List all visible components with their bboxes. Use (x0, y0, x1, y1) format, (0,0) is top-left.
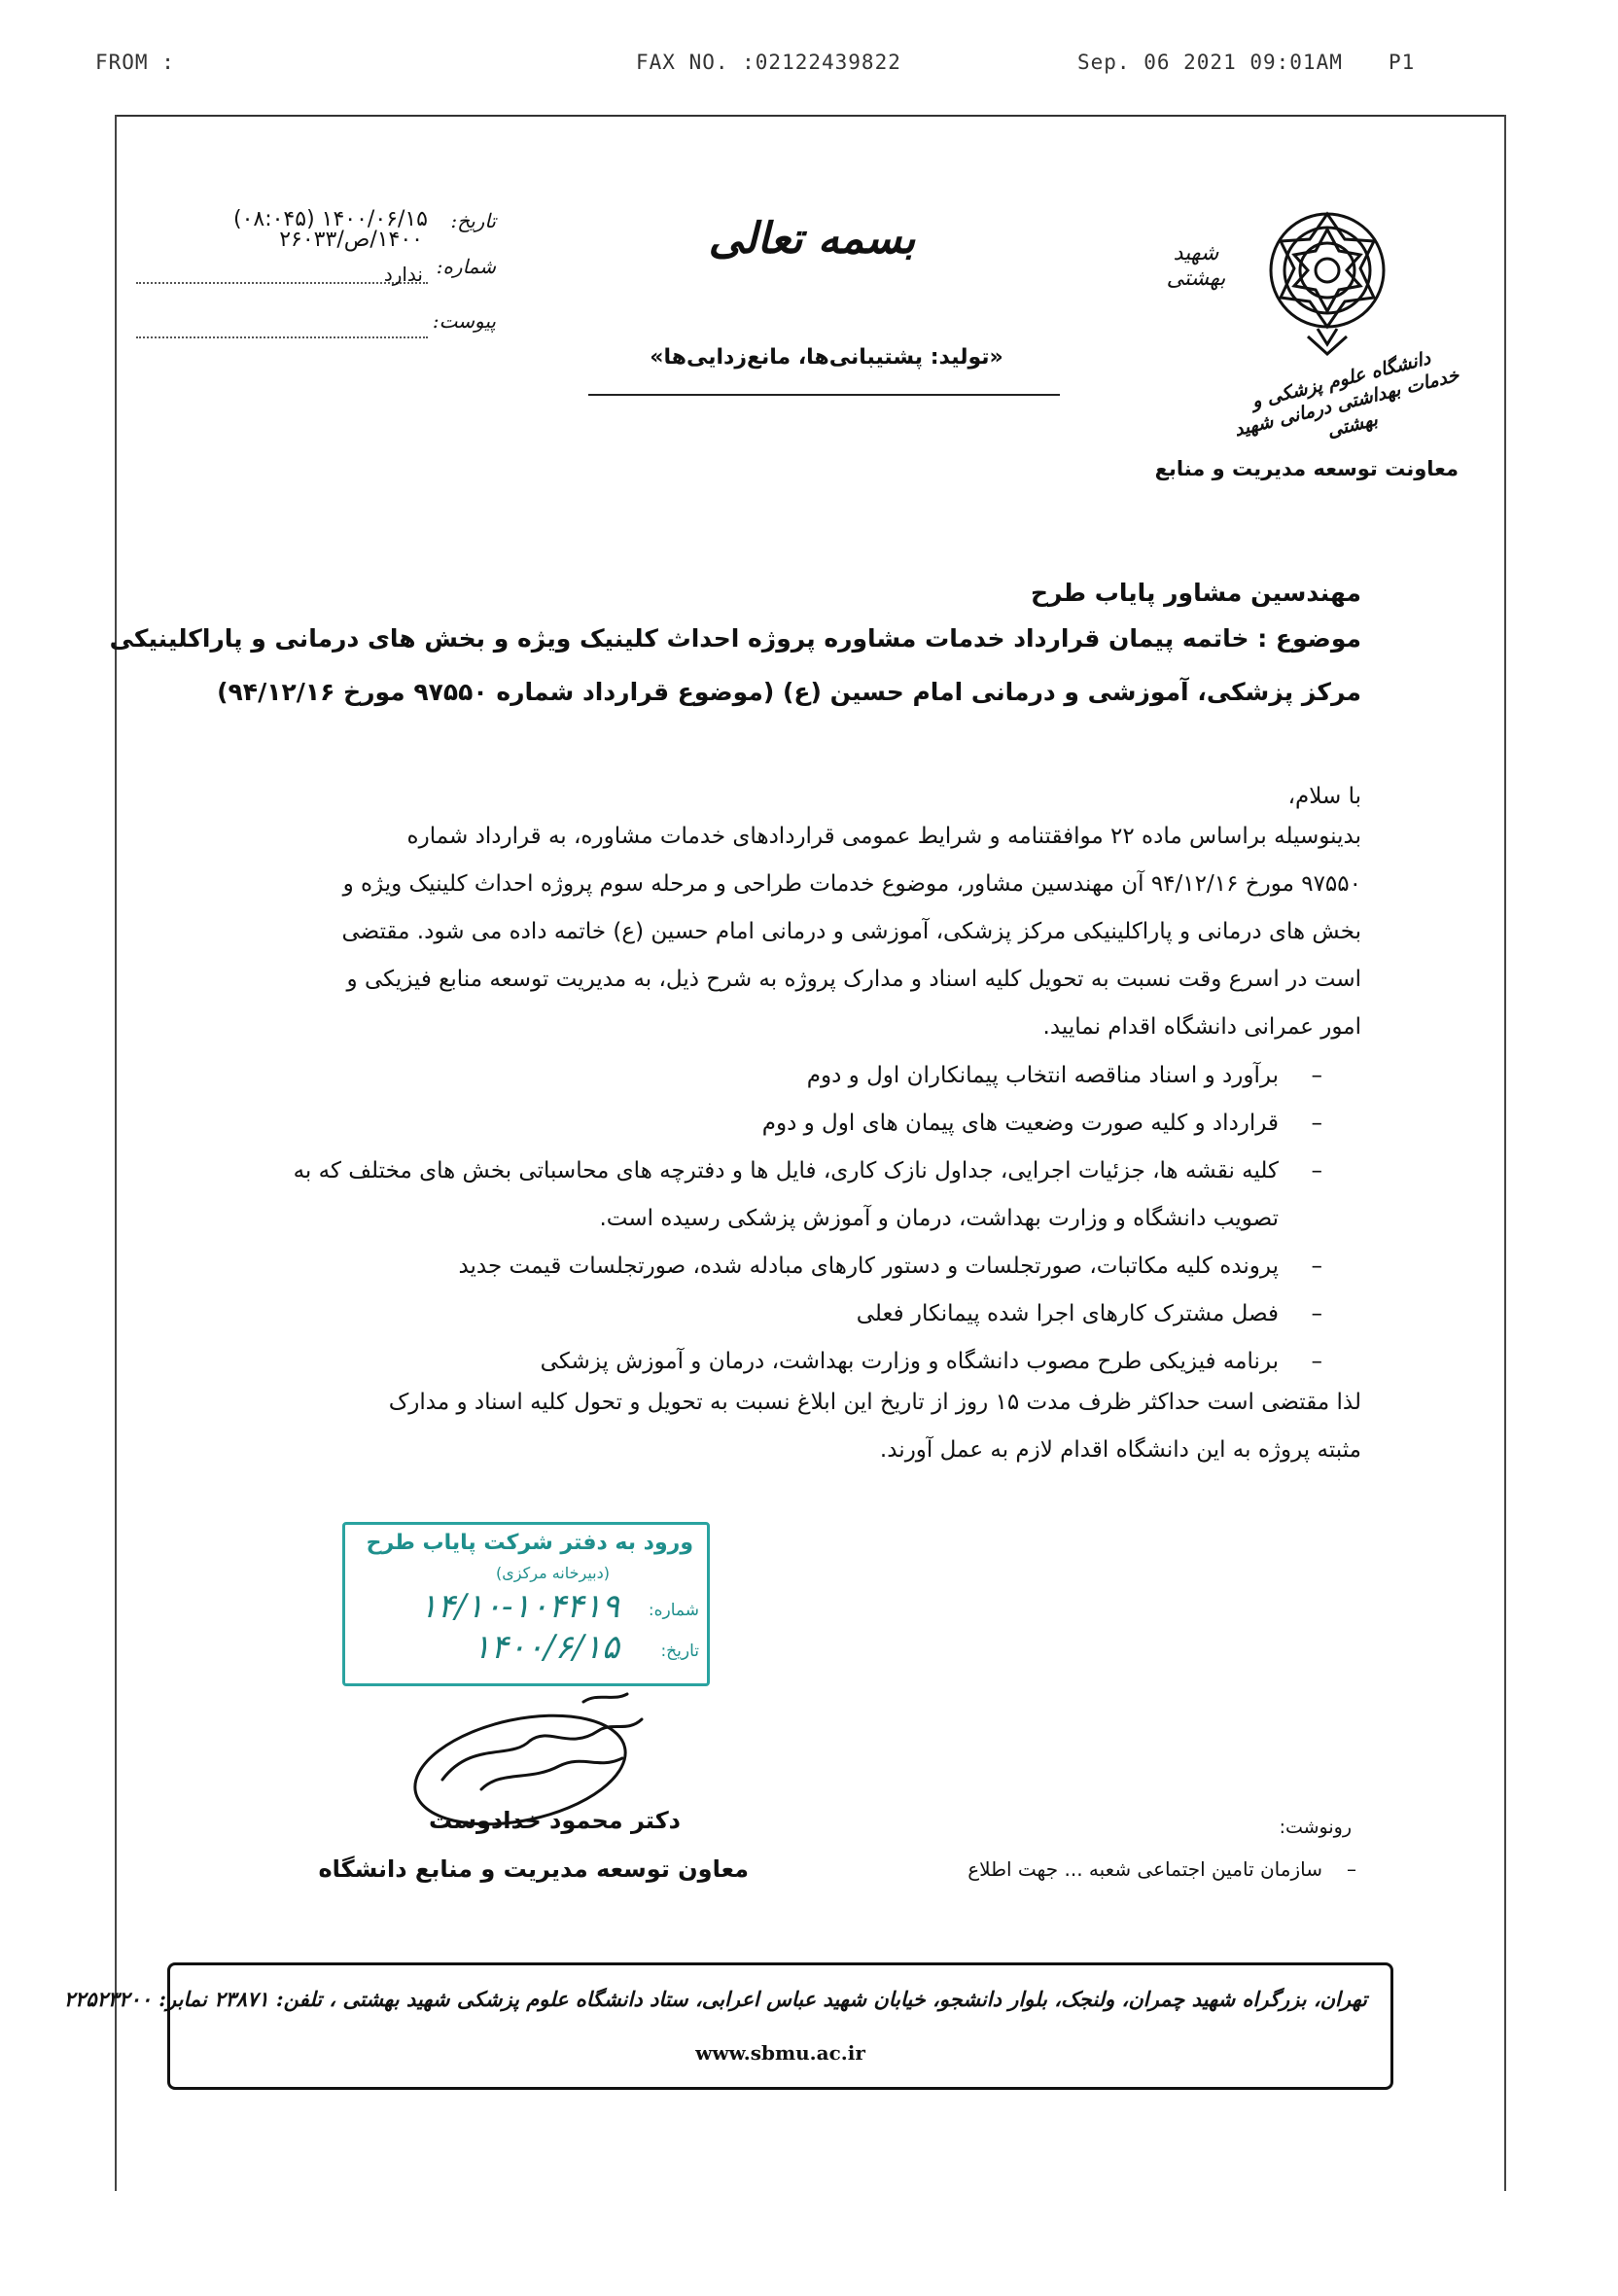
list-item: – کلیه نقشه ها، جزئیات اجرایی، جداول نازک کاری، فایل ها و دفترچه های محاسباتی بخش های مختلف که به تصویب دانشگاه و وزارت بهداشت، درمان و آموزش پزشکی رسیده است. (293, 1158, 1322, 1231)
page-frame-top (115, 115, 1505, 117)
number-label: شماره: (436, 255, 496, 278)
fax-page: P1 (1389, 51, 1416, 74)
closing-line: مثبته پروژه به این دانشگاه اقدام لازم به عمل آورند. (879, 1437, 1361, 1463)
university-short-name: شهید بهشتی (1166, 241, 1226, 291)
stamp-date-value: ۱۴۰۰/۶/۱۵ (473, 1628, 619, 1667)
greeting: با سلام، (1287, 784, 1361, 809)
attachment-label: پیوست: (432, 309, 496, 333)
paragraph-line: است در اسرع وقت نسبت به تحویل کلیه اسناد و مدارک پروژه به شرح ذیل، به مدیریت توسعه منابع فیزیکی و (346, 967, 1361, 992)
fax-from: FROM : (95, 51, 175, 74)
document-list (243, 1052, 1322, 1386)
paragraph-line: بخش های درمانی و پاراکلینیکی مرکز پزشکی، آموزشی و درمانی امام حسین (ع) خاتمه داده می شود. مقتضی (341, 919, 1361, 944)
slogan-underline (588, 394, 1060, 396)
fax-datetime: Sep. 06 2021 09:01AM (1077, 51, 1343, 74)
list-item: – برنامه فیزیکی طرح مصوب دانشگاه و وزارت بهداشت، درمان و آموزش پزشکی (540, 1349, 1322, 1374)
slogan: «تولید: پشتیبانی‌ها، مانع‌زدایی‌ها» (650, 345, 1003, 370)
meta-number-row (136, 228, 496, 288)
list-item: – برآورد و اسناد مناقصه انتخاب پیمانکاران اول و دوم (806, 1063, 1322, 1088)
fax-number: FAX NO. :02122439822 (636, 51, 901, 74)
stamp-subtitle: (دبیرخانه مرکزی) (496, 1564, 610, 1582)
signatory-title: معاون توسعه مدیریت و منابع دانشگاه (318, 1855, 749, 1883)
subject-line-1: موضوع : خاتمه پیمان قرارداد خدمات مشاوره پروژه احداث کلینیک ویژه و بخش های درمانی و پاراکلینیکی (109, 624, 1361, 653)
closing-line: لذا مقتضی است حداکثر ظرف مدت ۱۵ روز از تاریخ این ابلاغ نسبت به تحویل و تحول کلیه اسناد و مدارک (388, 1390, 1361, 1415)
receipt-stamp (342, 1522, 710, 1686)
department-name: معاونت توسعه مدیریت و منابع (1154, 457, 1459, 480)
list-item: – قرارداد و کلیه صورت وضعیت های پیمان های اول و دوم (761, 1111, 1322, 1136)
signatory-name: دکتر محمود خدادوست (429, 1807, 681, 1834)
page-frame-right (1504, 115, 1506, 2191)
stamp-title: ورود به دفتر شرکت پایاب طرح (366, 1531, 693, 1555)
footer-box (63, 1962, 1393, 2090)
page-frame-left (115, 115, 117, 2191)
date-value: ۱۴۰۰/۰۶/۱۵ (۰۸:۰۴۵) (232, 207, 428, 231)
subject-line-2: مرکز پزشکی، آموزشی و درمانی امام حسین (ع) (موضوع قرارداد شماره ۹۷۵۵۰ مورخ ۹۴/۱۲/۱۶) (217, 678, 1361, 706)
university-name: دانشگاه علوم پزشکی و خدمات بهداشتی درمانی شهید بهشتی (1232, 347, 1461, 442)
cc-item: – سازمان تامین اجتماعی شعبه ... جهت اطلاع (967, 1857, 1356, 1881)
cc-label: رونوشت: (1279, 1817, 1352, 1838)
attachment-value: ندارد (383, 263, 423, 286)
basmala: بسمه تعالی (708, 214, 916, 264)
footer-website: www.sbmu.ac.ir (695, 2041, 865, 2065)
university-emblem (1259, 200, 1395, 356)
stamp-date-label: تاریخ: (660, 1642, 699, 1661)
stamp-number-label: شماره: (648, 1601, 699, 1620)
body-paragraph (233, 813, 1361, 1051)
number-value: ۱۴۰۰/ص/۲۶۰۳۳ (279, 228, 423, 252)
meta-attachment-row (136, 309, 496, 342)
attachment-dots (136, 336, 428, 338)
paragraph-line: بدینوسیله براساس ماده ۲۲ موافقتنامه و شرایط عمومی قراردادهای خدمات مشاوره، به قرارداد شماره (406, 824, 1361, 849)
paragraph-line: ۹۷۵۵۰ مورخ ۹۴/۱۲/۱۶ آن مهندسین مشاور، موضوع خدمات طراحی و مرحله سوم پروژه احداث کلینیک ویژه و (342, 871, 1361, 897)
date-label: تاریخ: (450, 209, 496, 232)
paragraph-line: امور عمرانی دانشگاه اقدام نمایید. (1042, 1014, 1361, 1040)
closing-paragraph (233, 1379, 1361, 1474)
list-item: – پرونده کلیه مکاتبات، صورتجلسات و دستور کارهای مبادله شده، صورتجلسات قیمت جدید (458, 1254, 1322, 1279)
list-item: – فصل مشترک کارهای اجرا شده پیمانکار فعلی (856, 1301, 1322, 1326)
footer-address: تهران، بزرگراه شهید چمران، ولنجک، بلوار دانشجو، خیابان شهید عباس اعرابی، ستاد دانشگاه علوم پزشکی شهید بهشتی ، تلفن: ۲۳۸۷۱ نمابر: ۲۲۵۲۳۲۰۰ (63, 1987, 1367, 2011)
recipient: مهندسین مشاور پایاب طرح (1030, 579, 1361, 607)
stamp-number-value: ۱۴/۱۰-۱۰۴۴۱۹ (419, 1587, 619, 1626)
